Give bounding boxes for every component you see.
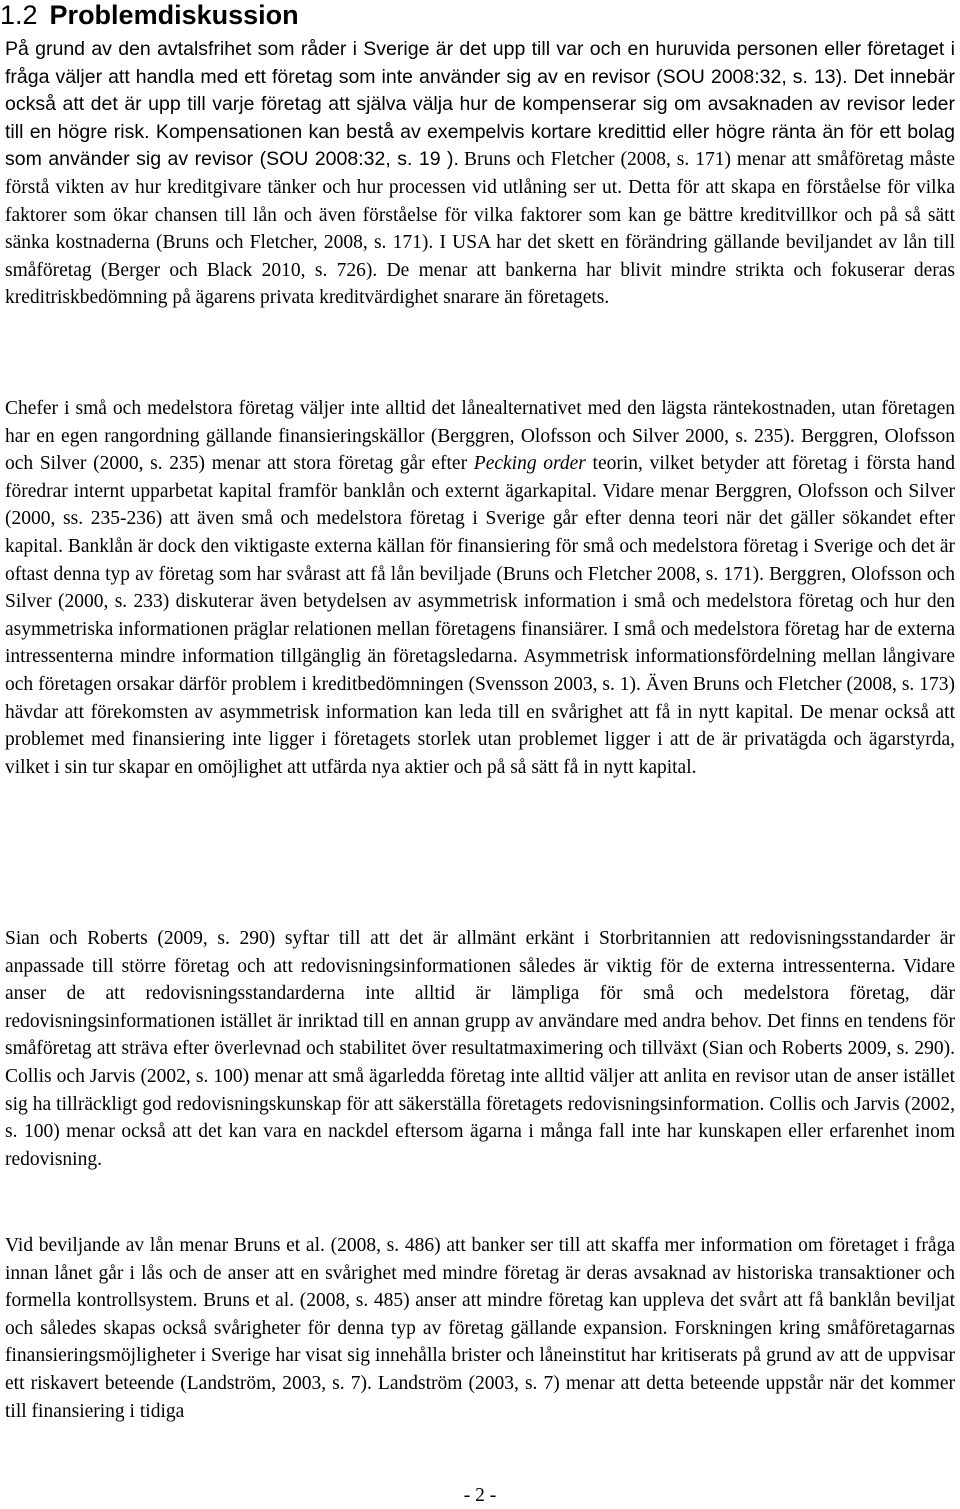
paragraph-2 bbox=[5, 395, 955, 781]
paragraph-1-serif-text: Bruns och Fletcher (2008, s. 171) menar att småföretag måste förstå vikten av hur kreditgivare tänker och hur processen vid utlåning ser ut. Detta för att skapa en förståelse för vilka faktorer som ökar chansen till lån och även förståelse för vilka faktorer som kan ge bättre kreditvillkor och på så sätt sänka kostnaderna (Bruns och Fletcher, 2008, s. 171). I USA har det skett en förändring gällande beviljandet av lån till småföretag (Berger och Black 2010, s. 726). De menar att bankerna har blivit mindre strikta och fokuserar deras kreditriskbedömning på ägarens privata kreditvärdighet snarare än företagets. bbox=[5, 149, 956, 309]
section-title: Problemdiskussion bbox=[49, 0, 299, 30]
section-number: 1.2 bbox=[0, 0, 38, 30]
section-heading bbox=[0, 0, 299, 30]
paragraph-1-sans-text: På grund av den avtalsfrihet som råder i Sverige är det upp till var och en huruvida personen eller företaget i fråga väljer att handla med ett företag som inte använder sig av en revisor (SOU 2008:32, s. 13). Det innebär också att det är upp till varje företag att själva välja hur de kompenserar sig om avsaknaden av revisor leder till en högre risk. Kompensationen kan bestå av exempelvis kortare kredittid eller högre ränta än för ett bolag som använder sig av revisor (SOU 2008:32, s. 19 ). bbox=[5, 38, 955, 171]
paragraph-4: Vid beviljande av lån menar Bruns et al. (2008, s. 486) att banker ser till att skaffa mer information om företaget i fråga innan lånet går i lås och de anser att en svårighet med mindre företag är deras avsaknad av historiska transaktioner och formella kontrollsystem. Bruns et al. (2008, s. 485) anser att mindre företag kan uppleva det svårt att få banklån beviljat och således skapas också svårigheter för denna typ av företag gällande expansion. Forskningen kring småföretagarnas finansieringsmöjligheter i Sverige har visat sig innehålla brister och låneinstitut har kritiserats på grund av att de uppvisar ett riskavert beteende (Landström, 2003, s. 7). Landström (2003, s. 7) menar att detta beteende uppstår när det kommer till finansiering i tidiga bbox=[5, 1235, 955, 1422]
paragraph-2-text-start: Chefer i små och medelstora företag väljer inte alltid det lånealternativet med den lägsta räntekostnaden, utan företagen har en egen rangordning gällande finansieringskällor (Berggren, Olofsson och Silver 2000, s. 235). Berggren, Olofsson och Silver (2000, s. 235) menar att stora företag går efter bbox=[5, 398, 955, 475]
paragraph-3: Sian och Roberts (2009, s. 290) syftar till att det är allmänt erkänt i Storbritannien att redovisningsstandarder är anpassade till större företag och att redovisningsinformationen således är viktig för de externa intressenterna. Vidare anser de att redovisningsstandarderna inte alltid är lämpliga för små och medelstora företag, där redovisningsinformationen istället är inriktad till en annan grupp av användare med andra behov. Det finns en tendens för småföretag att sträva efter överlevnad och stabilitet över resultatmaximering och tillväxt (Sian och Roberts 2009, s. 290). Collis och Jarvis (2002, s. 100) menar att små ägarledda företag inte alltid väljer att anlita en revisor utan de anser istället sig ha tillräckligt god redovisningskunskap för att säkerställa företagets redovisningsinformation. Collis och Jarvis (2002, s. 100) menar också att det kan vara en nackdel eftersom ägarna i många fall inte har kunskapen eller erfarenhet inom redovisning. bbox=[5, 928, 955, 1170]
paragraph-2-italic-term: Pecking order bbox=[473, 453, 586, 475]
paragraph-2-text-end: teorin, vilket betyder att företag i första hand föredrar internt upparbetat kapital framför banklån och externt ägarkapital. Vidare menar Berggren, Olofsson och Silver (2000, ss. 235-236) att även små och medelstora företag i Sverige går efter denna teori när det gäller sökandet efter kapital. Banklån är dock den viktigaste externa källan för finansiering för små och medelstora företag i Sverige och det är oftast denna typ av företag som har svårast att få lån beviljade (Bruns och Fletcher 2008, s. 171). Berggren, Olofsson och Silver (2000, s. 233) diskuterar även betydelsen av asymmetrisk information i små och medelstora företag och hur den asymmetriska informationen präglar relationen mellan företagens finansiärer. I små och medelstora företag har de externa intressenterna mindre information tillgänglig än företagsledarna. Asymmetrisk informationsfördelning mellan långivare och företagen orsakar därför problem i kreditbedömningen (Svensson 2003, s. 1). Även Bruns och Fletcher (2008, s. 173) hävdar att förekomsten av asymmetrisk information kan leda till en svårighet att få in nytt kapital. De menar också att problemet med finansiering inte ligger i företagets storlek utan problemet ligger i att de är privatägda och ägarstyrda, vilket i sin tur skapar en omöjlighet att utfärda nya aktier och på så sätt få in nytt kapital. bbox=[5, 453, 956, 778]
page-number: - 2 - bbox=[463, 1485, 497, 1506]
paragraph-1 bbox=[5, 36, 955, 312]
